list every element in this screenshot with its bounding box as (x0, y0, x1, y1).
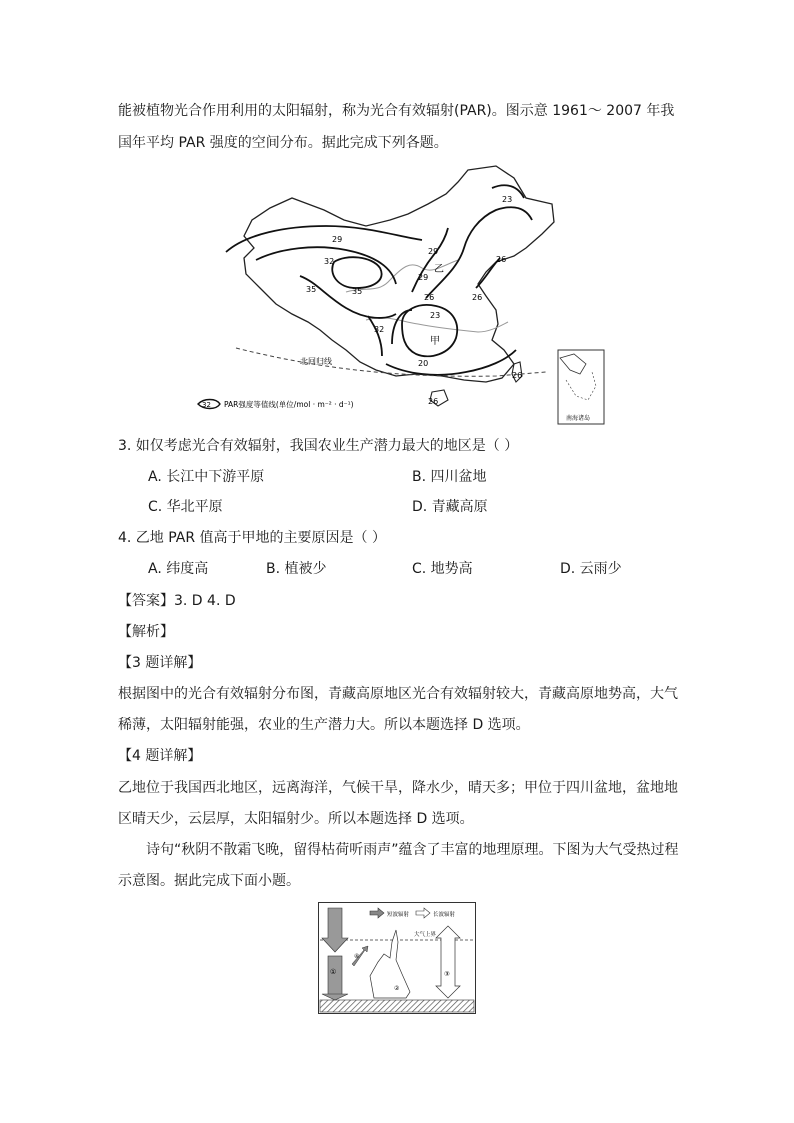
par-map-figure (196, 164, 606, 426)
contour-label: 26 (424, 293, 435, 302)
q4-option-a: A. 纬度高 (148, 561, 209, 577)
contour-label: 35 (352, 287, 363, 296)
legend-value: 32 (202, 401, 211, 409)
q3-option-c: C. 华北平原 (148, 499, 223, 515)
q3-option-a: A. 长江中下游平原 (148, 469, 265, 485)
contour-32-south (368, 316, 385, 356)
ground-surface (320, 1000, 474, 1012)
legend-longwave-label: 长波辐射 (433, 912, 456, 918)
contour-label: 29 (428, 247, 439, 256)
contour-label: 23 (430, 311, 441, 320)
detail3-line-1: 根据图中的光合有效辐射分布图，青藏高原地区光合有效辐射较大，青藏高原地势高，大气 (118, 686, 678, 702)
q4-option-b: B. 植被少 (266, 561, 327, 577)
tropic-label: 北回归线 (300, 357, 332, 366)
atmosphere-heating-diagram (318, 902, 476, 1014)
detail3-title: 【3 题详解】 (118, 655, 202, 671)
poem-line-1: 诗句“秋阴不散霜飞晚，留得枯荷听雨声”蕴含了丰富的地理原理。下图为大气受热过程 (146, 842, 679, 858)
arrow-1-lower-shaft (328, 956, 342, 996)
contour-label: 32 (374, 325, 385, 334)
q4-option-d: D. 云雨少 (560, 561, 622, 577)
intro-line-2: 国年平均 PAR 强度的空间分布。据此完成下列各题。 (118, 135, 448, 151)
arrow-label-1: ① (330, 968, 337, 976)
atmosphere-top-label: 大气上界 (414, 932, 437, 938)
south-china-sea-inset (558, 350, 604, 424)
detail4-line-2: 区晴天少，云层厚，太阳辐射少。所以本题选择 D 选项。 (118, 811, 474, 827)
poem-line-2: 示意图。据此完成下面小题。 (118, 873, 300, 889)
detail4-title: 【4 题详解】 (118, 748, 202, 764)
q3-stem: 3. 如仅考虑光合有效辐射，我国农业生产潜力最大的地区是（ ） (118, 438, 519, 454)
contour-label: 26 (472, 293, 483, 302)
place-label-jia: 甲 (430, 336, 440, 347)
answer-line: 【答案】3. D 4. D (118, 593, 236, 609)
intro-line-1: 能被植物光合作用利用的太阳辐射，称为光合有效辐射(PAR)。图示意 1961～ 2007 年我 (118, 103, 675, 119)
q4-stem: 4. 乙地 PAR 值高于甲地的主要原因是（ ） (118, 530, 387, 546)
legend-shortwave-label: 短波辐射 (387, 912, 410, 918)
q3-option-d: D. 青藏高原 (412, 499, 488, 515)
contour-label: 35 (306, 285, 317, 294)
arrow-label-4: ④ (354, 953, 360, 960)
arrow-label-2: ② (394, 985, 400, 992)
contour-label: 26 (496, 255, 507, 264)
place-label-yi: 乙 (434, 264, 444, 275)
contour-26-southeast (386, 350, 516, 375)
q4-option-c: C. 地势高 (412, 561, 473, 577)
arrow-label-3: ③ (444, 970, 450, 978)
contour-label: 26 (512, 371, 523, 380)
q3-option-b: B. 四川盆地 (412, 469, 487, 485)
detail4-line-1: 乙地位于我国西北地区，远离海洋，气候干旱，降水少，晴天多；甲位于四川盆地，盆地地 (118, 780, 678, 796)
contour-label: 20 (418, 359, 429, 368)
detail3-line-2: 稀薄，太阳辐射能强，农业的生产潜力大。所以本题选择 D 选项。 (118, 717, 530, 733)
contour-label: 29 (332, 235, 343, 244)
analysis-heading: 【解析】 (118, 624, 174, 640)
contour-label: 29 (418, 273, 429, 282)
contour-35-loop (332, 257, 381, 288)
contour-29-east (412, 228, 448, 292)
inset-caption: 南海诸岛 (566, 415, 591, 422)
contour-label: 26 (428, 397, 439, 406)
contour-label: 23 (502, 195, 513, 204)
contour-35-west (300, 276, 396, 318)
contour-label: 32 (324, 257, 335, 266)
legend-text: PAR强度等值线(单位/mol · m⁻² · d⁻¹) (224, 400, 354, 409)
